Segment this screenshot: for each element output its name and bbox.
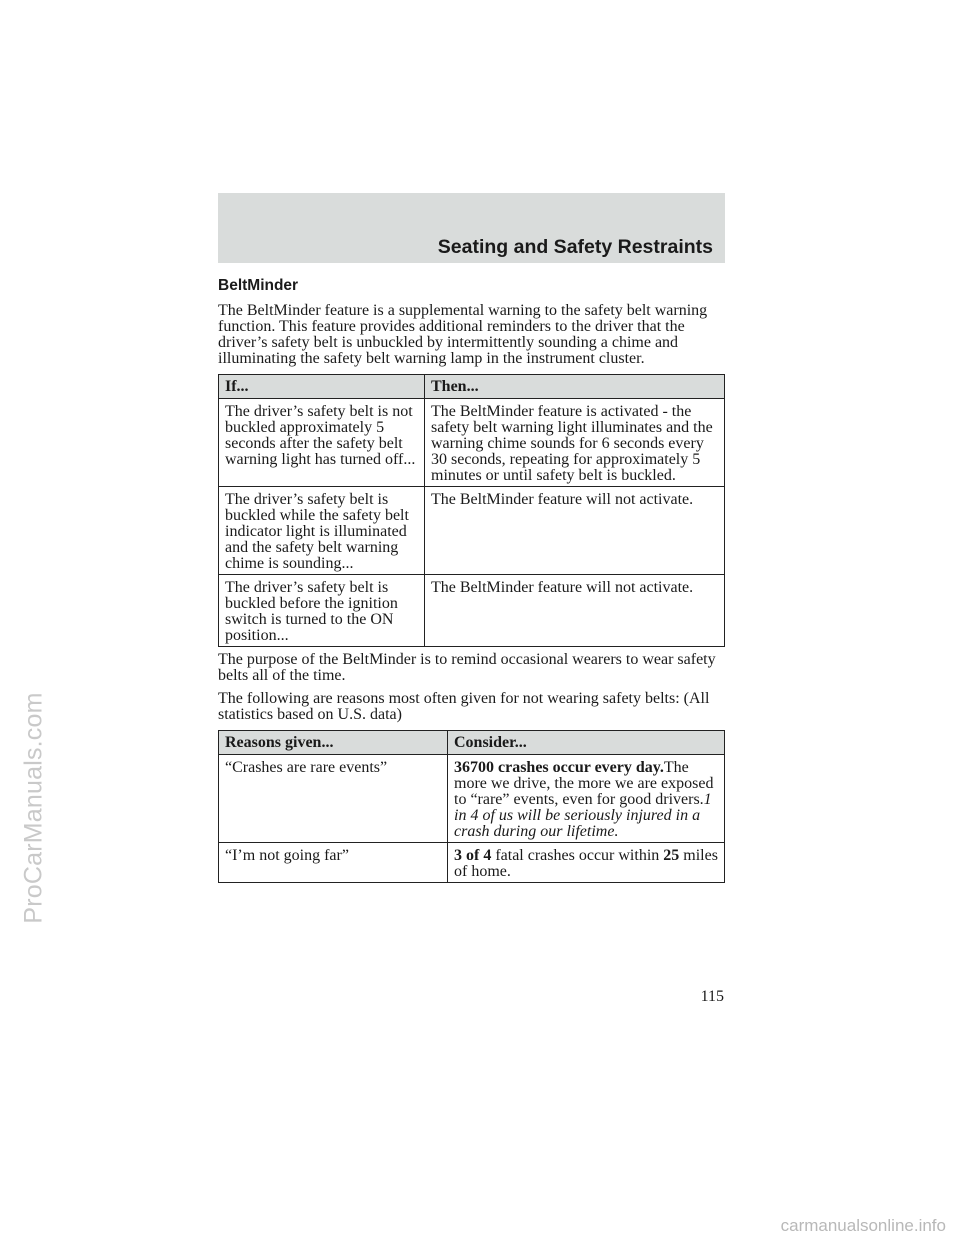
table-row xyxy=(219,843,725,883)
table-cell-condition: The driver’s safety belt is buckled before the ignition switch is turned to the ON position... xyxy=(219,575,425,647)
table-header-consider: Consider... xyxy=(448,731,725,755)
table-cell-consider xyxy=(448,755,725,843)
stat-bold: 36700 crashes occur every day. xyxy=(454,759,664,776)
table-cell-reason: “I’m not going far” xyxy=(219,843,448,883)
table-cell-condition: The driver’s safety belt is not buckled approximately 5 seconds after the safety belt warning light has turned off... xyxy=(219,399,425,487)
stat-bold: 3 of 4 xyxy=(454,847,492,864)
stat-text: The more we drive, the more we are exposed to “rare” events, even for good drivers. xyxy=(454,759,714,808)
beltminder-table xyxy=(218,374,725,647)
table-row xyxy=(219,399,725,487)
table-cell-reason: “Crashes are rare events” xyxy=(219,755,448,843)
side-watermark xyxy=(14,528,54,1088)
bottom-watermark: carmanualsonline.info xyxy=(780,1216,946,1235)
table-header-row xyxy=(219,375,725,399)
reasons-table xyxy=(218,730,725,883)
page-number: 115 xyxy=(700,988,724,1005)
stat-italic: 1 in 4 of us will be seriously injured in a crash during our lifetime. xyxy=(454,791,712,840)
reasons-intro-paragraph: The following are reasons most often given for not wearing safety belts: (All statistics based on U.S. data) xyxy=(218,690,710,723)
table-row xyxy=(219,575,725,647)
section-header-band xyxy=(218,193,725,263)
side-watermark-text: ProCarManuals.com xyxy=(19,692,48,924)
purpose-paragraph: The purpose of the BeltMinder is to remind occasional wearers to wear safety belts all of the time. xyxy=(218,651,716,684)
table-row xyxy=(219,487,725,575)
page-content xyxy=(218,278,725,888)
beltminder-heading: BeltMinder xyxy=(218,277,299,294)
table-header-reasons: Reasons given... xyxy=(219,731,448,755)
intro-paragraph: The BeltMinder feature is a supplemental warning to the safety belt warning function. This feature provides additional reminders to the driver that the driver’s safety belt is unbuckled by intermittently sounding a chime and illuminating the safety belt warning lamp in the instrument cluster. xyxy=(218,302,708,367)
section-title: Seating and Safety Restraints xyxy=(437,236,713,258)
table-header-then: Then... xyxy=(425,375,725,399)
table-header-if: If... xyxy=(219,375,425,399)
table-cell-consider xyxy=(448,843,725,883)
stat-text: fatal crashes occur within xyxy=(495,847,660,864)
table-cell-condition: The driver’s safety belt is buckled while the safety belt indicator light is illuminated and the safety belt warning chime is sounding... xyxy=(219,487,425,575)
table-cell-result: The BeltMinder feature is activated - the safety belt warning light illuminates and the warning chime sounds for 6 seconds every 30 seconds, repeating for approximately 5 minutes or until safety belt is buckled. xyxy=(425,399,725,487)
stat-text: miles of home. xyxy=(454,847,718,880)
table-cell-result: The BeltMinder feature will not activate. xyxy=(425,487,725,575)
table-cell-result: The BeltMinder feature will not activate. xyxy=(425,575,725,647)
table-row xyxy=(219,755,725,843)
table-header-row xyxy=(219,731,725,755)
stat-bold: 25 xyxy=(663,847,680,864)
